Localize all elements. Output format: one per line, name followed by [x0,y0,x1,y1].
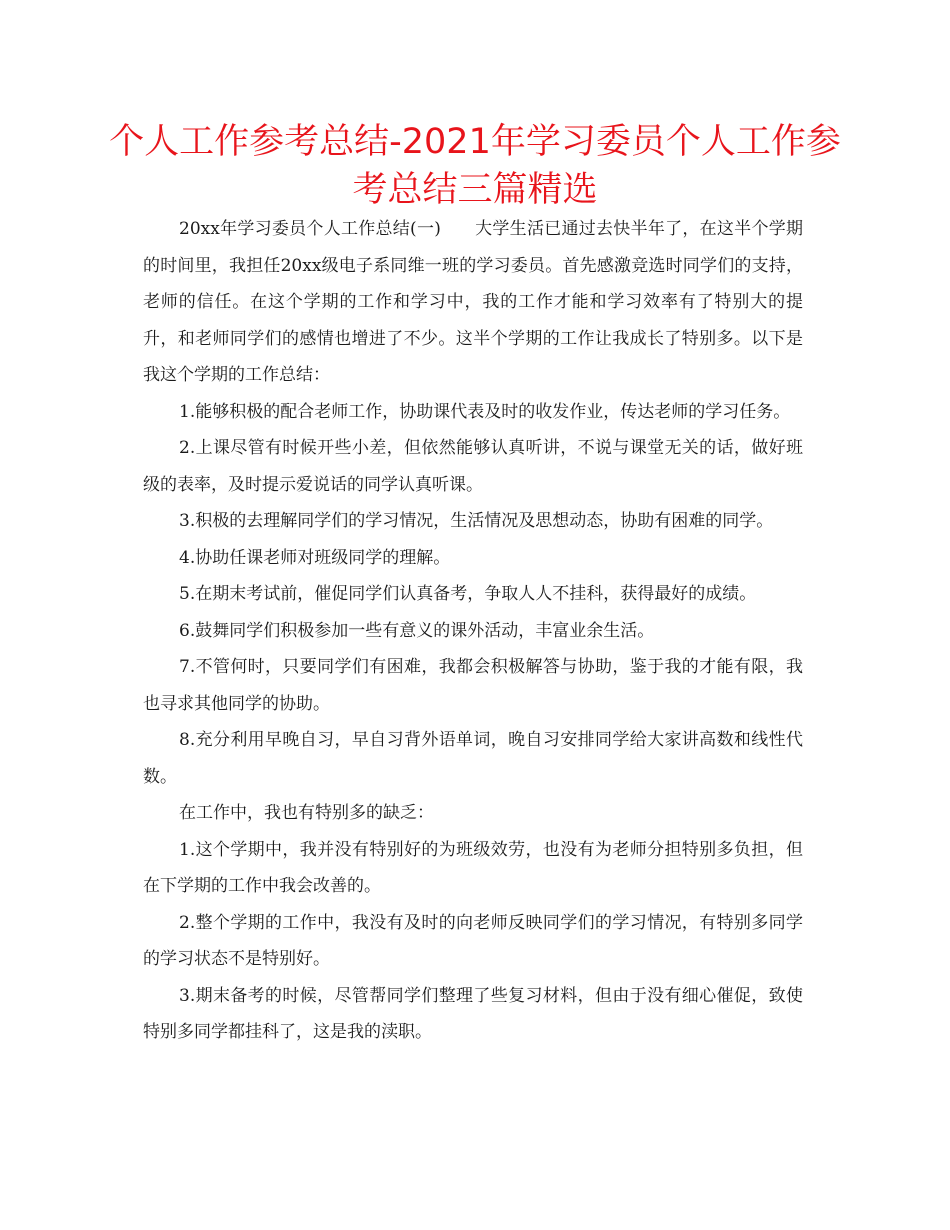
list-item: 1.能够积极的配合老师工作，协助课代表及时的收发作业，传达老师的学习任务。 [179,401,791,422]
list-item: 2.上课尽管有时候开些小差，但依然能够认真听讲，不说与课堂无关的话，做好班级的表率，及时提示爱说话的同学认真听课。 [143,438,803,495]
document-body [143,211,803,1051]
list-item: 8.充分利用早晚自习，早自习背外语单词，晚自习安排同学给大家讲高数和线性代数。 [143,730,803,787]
list-item: 3.积极的去理解同学们的学习情况，生活情况及思想动态，协助有困难的同学。 [179,511,774,531]
list-item: 7.不管何时，只要同学们有困难，我都会积极解答与协助，鉴于我的才能有限，我也寻求其他同学的协助。 [143,657,803,714]
shortcoming-item: 2.整个学期的工作中，我没有及时的向老师反映同学们的学习情况，有特别多同学的学习状态不是特别好。 [143,912,803,969]
document-title [100,118,850,214]
title-line-2: 考总结三篇精选 [352,170,598,210]
shortcoming-item: 3.期末备考的时候，尽管帮同学们整理了些复习材料，但由于没有细心催促，致使特别多同学都挂科了，这是我的渎职。 [143,985,803,1042]
intro-heading: 20xx年学习委员个人工作总结(一) [179,219,441,239]
list-item: 4.协助任课老师对班级同学的理解。 [179,547,451,568]
intro-paragraph [143,211,803,394]
shortcoming-item: 1.这个学期中，我并没有特别好的为班级效劳，也没有为老师分担特别多负担，但在下学期的工作中我会改善的。 [143,839,803,896]
shortcomings-heading: 在工作中，我也有特别多的缺乏： [179,803,434,823]
list-item: 6.鼓舞同学们积极参加一些有意义的课外活动，丰富业余生活。 [179,620,655,641]
title-line-1: 个人工作参考总结-2021年学习委员个人工作参 [109,122,841,162]
list-item: 5.在期末考试前，催促同学们认真备考，争取人人不挂科，获得最好的成绩。 [179,584,757,604]
intro-text: 大学生活已通过去快半年了，在这半个学期的时间里，我担任20xx级电子系同维一班的学习委员。首先感激竞选时同学们的支持，老师的信任。在这个学期的工作和学习中，我的工作才能和学习效率有了特别大的提升，和老师同学们的感情也增进了不少。这半个学期的工作让我成长了特别多。以下是我这个学期的工作总结： [143,219,803,385]
